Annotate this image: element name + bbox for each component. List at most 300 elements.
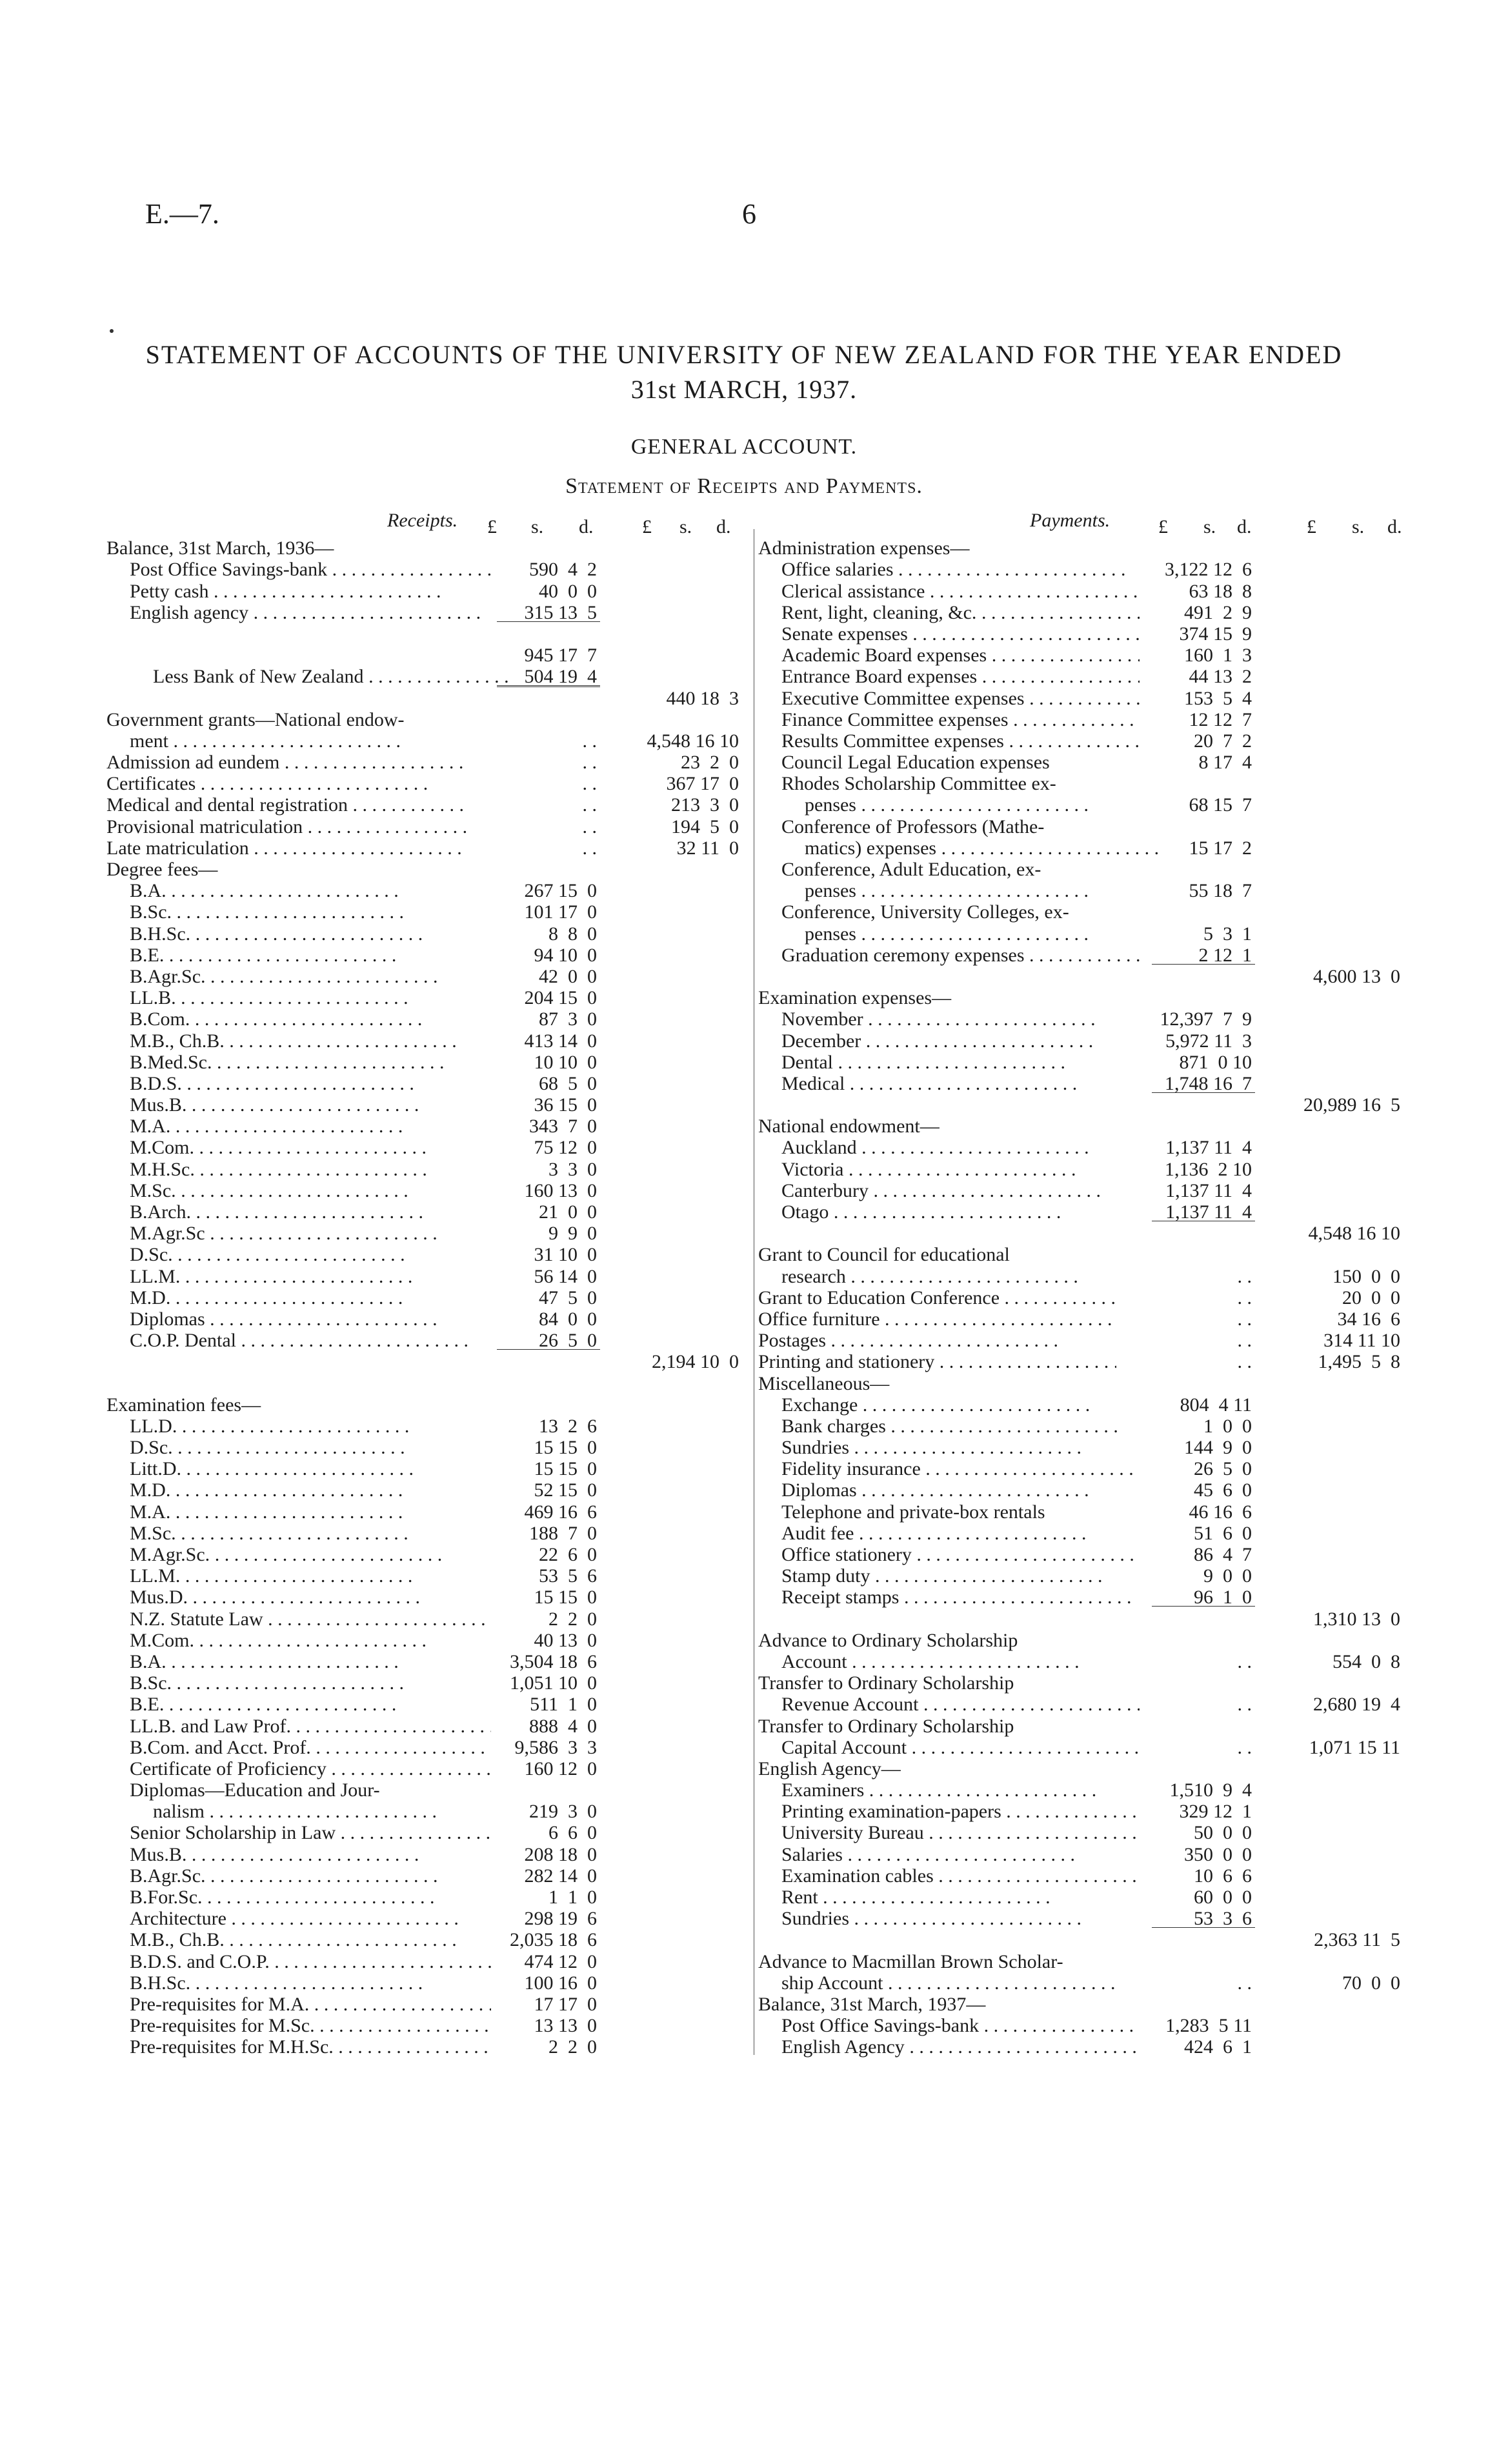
receipts-row [106, 752, 742, 773]
payments-row [758, 688, 1403, 709]
receipts-row-amount: 888 4 0 [529, 1715, 597, 1737]
payments-row-total: 20,989 16 5 [1303, 1094, 1400, 1116]
receipts-row-label: Certificate of Proficiency . . [106, 1758, 491, 1779]
payments-row-label: penses . . [758, 923, 1163, 945]
receipts-row-label: Petty cash . . [106, 581, 491, 602]
receipts-row [106, 1052, 742, 1073]
receipts-row-label: Mus.B. . . [106, 1844, 491, 1865]
receipts-row [106, 645, 742, 666]
payments-row-label: ship Account . . [758, 1972, 1140, 1994]
receipts-row-amount: 87 3 0 [539, 1008, 597, 1030]
payments-row-amount: . . [1237, 1351, 1252, 1373]
receipts-row [106, 537, 742, 559]
payments-row-label: Otago . . [758, 1201, 1140, 1223]
payments-row-label: Office salaries . . [758, 559, 1140, 580]
receipts-row-total: 440 18 3 [666, 687, 739, 709]
payments-row-label: Grant to Council for educational [758, 1244, 1010, 1266]
receipts-row [106, 559, 742, 580]
page-number: 6 [742, 198, 756, 230]
payments-row-label: Post Office Savings-bank . . [758, 2015, 1140, 2036]
receipts-row [106, 1758, 742, 1779]
receipts-row-label: D.Sc. . . [106, 1437, 491, 1458]
payments-row [758, 1630, 1403, 1651]
payments-row-amount: 2 12 1 [1198, 944, 1252, 966]
receipts-row-label: M.Agr.Sc. . . [106, 1544, 491, 1565]
shillings-header: s. [1203, 516, 1216, 537]
payments-row [758, 945, 1403, 966]
payments-row-amount: . . [1237, 1287, 1252, 1308]
payments-row-label: penses . . [758, 794, 1163, 816]
payments-row [758, 966, 1403, 987]
receipts-row [106, 1544, 742, 1565]
payments-row-total: 1,495 5 8 [1318, 1351, 1400, 1373]
receipts-row [106, 1565, 742, 1587]
payments-row [758, 666, 1403, 687]
payments-row-label: Rhodes Scholarship Committee ex- [781, 773, 1056, 795]
payments-row [758, 1266, 1403, 1287]
payments-row-total: 20 0 0 [1342, 1287, 1400, 1308]
payments-row [758, 2036, 1403, 2058]
payments-row [758, 1287, 1403, 1308]
margin-dot [110, 329, 114, 333]
receipts-row [106, 1266, 742, 1287]
receipts-row [106, 1844, 742, 1865]
total-rule [497, 686, 600, 687]
payments-row-amount: 160 1 3 [1184, 645, 1252, 666]
payments-row [758, 987, 1403, 1008]
payments-row-label: Graduation ceremony expenses . . [758, 945, 1140, 966]
payments-row [758, 1052, 1403, 1073]
receipts-row-label: B.Sc. . . [106, 901, 491, 923]
payments-row-label: University Bureau . . [758, 1822, 1140, 1843]
receipts-row [106, 1458, 742, 1479]
payments-row-label: Examination cables . . [758, 1865, 1140, 1887]
receipts-row-label: Post Office Savings-bank . . [106, 559, 491, 580]
receipts-row-amount: 204 15 0 [524, 987, 597, 1009]
receipts-row-amount: 100 16 0 [524, 1972, 597, 1994]
payments-row [758, 559, 1403, 580]
receipts-row [106, 1501, 742, 1523]
receipts-row-amount: 21 0 0 [539, 1201, 597, 1223]
pound-header: £ [642, 516, 652, 537]
payments-row-label: Dental . . [758, 1052, 1140, 1073]
payments-row-total: 34 16 6 [1337, 1308, 1400, 1330]
receipts-row-amount: 22 6 0 [539, 1544, 597, 1565]
payments-row-label: Miscellaneous— [758, 1372, 890, 1394]
receipts-row [106, 773, 742, 794]
receipts-row-label: Pre-requisites for M.A. . . [106, 1994, 491, 2015]
payments-row-amount: 1,137 11 4 [1165, 1137, 1252, 1159]
payments-row [758, 1737, 1403, 1758]
payments-row [758, 1479, 1403, 1501]
payments-row-total: 314 11 10 [1323, 1330, 1400, 1352]
receipts-row-amount: 9,586 3 3 [514, 1736, 597, 1758]
payments-row-amount: 1,510 9 4 [1169, 1779, 1252, 1801]
receipts-row [106, 1479, 742, 1501]
subtotal-rule [1152, 1092, 1255, 1093]
receipts-row-label: ment . . [106, 730, 491, 752]
payments-row-amount: 46 16 6 [1189, 1501, 1252, 1523]
receipts-row-amount: 47 5 0 [539, 1287, 597, 1308]
payments-row-label: Exchange . . [758, 1394, 1140, 1416]
payments-row-total: 1,310 13 0 [1313, 1608, 1400, 1630]
pence-header: d. [1237, 516, 1252, 537]
payments-row [758, 1373, 1403, 1394]
receipts-row-label: Admission ad eundem . . [106, 752, 468, 773]
payments-row-label: Finance Committee expenses . . [758, 709, 1140, 730]
receipts-row-label: N.Z. Statute Law . . [106, 1608, 491, 1630]
payments-row-label: Advance to Macmillan Brown Scholar- [758, 1950, 1063, 1972]
receipts-row [106, 1116, 742, 1137]
receipts-row-amount: 413 14 0 [524, 1030, 597, 1052]
receipts-row-amount: 3 3 0 [548, 1158, 597, 1180]
payments-row-label: Balance, 31st March, 1937— [758, 1993, 986, 2015]
pence-header: d. [1387, 516, 1402, 537]
payments-row-label: Printing and stationery . . [758, 1351, 1116, 1372]
receipts-row [106, 901, 742, 923]
receipts-row-amount: . . [582, 816, 597, 837]
receipts-row [106, 1672, 742, 1694]
payments-row [758, 1008, 1403, 1030]
payments-row-label: Conference, Adult Education, ex- [781, 859, 1041, 880]
receipts-row-amount: . . [582, 773, 597, 795]
payments-row-label: Conference, University Colleges, ex- [781, 901, 1069, 923]
receipts-row-label: M.Com. . . [106, 1137, 491, 1158]
receipts-row-label: B.Sc. . . [106, 1672, 491, 1694]
payments-row [758, 1801, 1403, 1822]
payments-row [758, 1565, 1403, 1587]
payments-row [758, 1716, 1403, 1737]
receipts-row-label: B.A. . . [106, 1651, 491, 1672]
receipts-row [106, 1201, 742, 1223]
payments-row [758, 859, 1403, 880]
receipts-heading: Receipts. [387, 510, 458, 531]
payments-row-amount: 491 2 9 [1184, 601, 1252, 623]
receipts-row-label: Balance, 31st March, 1936— [106, 537, 334, 559]
receipts-row-total: 4,548 16 10 [647, 730, 739, 752]
receipts-row-amount: 52 15 0 [534, 1479, 597, 1501]
receipts-row [106, 1094, 742, 1116]
payments-row-amount: 60 0 0 [1194, 1887, 1252, 1908]
receipts-row-amount: 40 13 0 [534, 1629, 597, 1651]
receipts-row-label: Senior Scholarship in Law . . [106, 1822, 491, 1843]
payments-row-label: Results Committee expenses . . [758, 730, 1140, 752]
receipts-row-amount: 42 0 0 [539, 965, 597, 987]
receipts-row-label: Mus.D. . . [106, 1587, 491, 1608]
payments-row-amount: 374 15 9 [1179, 623, 1252, 645]
payments-row [758, 1159, 1403, 1180]
payments-row-label: English Agency . . [758, 2036, 1140, 2058]
receipts-row [106, 1437, 742, 1458]
payments-row [758, 1223, 1403, 1244]
pound-header: £ [1158, 516, 1168, 537]
receipts-row [106, 1779, 742, 1801]
receipts-row-label: Examination fees— [106, 1394, 261, 1416]
payments-row-label: Postages . . [758, 1330, 1116, 1351]
subtotal-rule [1152, 1606, 1255, 1607]
payments-row [758, 1758, 1403, 1779]
receipts-row-amount: 26 5 0 [539, 1330, 597, 1352]
payments-row [758, 816, 1403, 837]
receipts-row-amount: 208 18 0 [524, 1843, 597, 1865]
payments-row [758, 1416, 1403, 1437]
payments-row [758, 1351, 1403, 1372]
receipts-row [106, 623, 742, 645]
payments-row-total: 4,548 16 10 [1308, 1223, 1400, 1245]
payments-row [758, 730, 1403, 752]
receipts-row [106, 794, 742, 816]
receipts-row [106, 880, 742, 901]
payments-row [758, 1244, 1403, 1265]
receipts-rows [106, 537, 742, 2058]
receipts-row-label: B.D.S. and C.O.P. . . [106, 1951, 491, 1972]
payments-row-label: Office furniture . . [758, 1308, 1116, 1330]
receipts-row-amount: 1 1 0 [548, 1887, 597, 1908]
payments-row-label: Printing examination-papers . . [758, 1801, 1140, 1822]
receipts-row-amount: 101 17 0 [524, 901, 597, 923]
payments-rows [758, 537, 1403, 2058]
payments-row-label: English Agency— [758, 1758, 901, 1779]
receipts-row [106, 1908, 742, 1929]
receipts-row-label: M.A. . . [106, 1501, 491, 1523]
receipts-row-label: B.Com. and Acct. Prof. . . [106, 1737, 491, 1758]
receipts-row [106, 2036, 742, 2058]
receipts-row [106, 1373, 742, 1394]
receipts-row-label: D.Sc. . . [106, 1244, 491, 1265]
receipts-row [106, 1244, 742, 1265]
receipts-row-total: 194 5 0 [671, 816, 739, 837]
receipts-row-amount: 15 15 0 [534, 1437, 597, 1459]
payments-row-label: November . . [758, 1008, 1140, 1030]
receipts-row-amount: 2 2 0 [548, 1608, 597, 1630]
receipts-row [106, 1587, 742, 1608]
receipts-row-amount: 474 12 0 [524, 1950, 597, 1972]
pence-header: d. [716, 516, 731, 537]
payments-row [758, 1073, 1403, 1094]
receipts-row [106, 1180, 742, 1201]
subtotal-rule [497, 621, 600, 622]
receipts-row-label: B.Agr.Sc. . . [106, 1865, 491, 1887]
payments-row-label: Entrance Board expenses . . [758, 666, 1140, 687]
pence-header: d. [579, 516, 594, 537]
receipts-row [106, 1008, 742, 1030]
statement-title: STATEMENT OF ACCOUNTS OF THE UNIVERSITY OF NEW ZEALAND FOR THE YEAR ENDED [145, 340, 1343, 369]
receipts-row-label: Diplomas—Education and Jour- [130, 1779, 380, 1801]
receipts-row-amount: 31 10 0 [534, 1244, 597, 1266]
payments-row [758, 1694, 1403, 1715]
payments-row [758, 1544, 1403, 1565]
receipts-row-label: B.Com. . . [106, 1008, 491, 1030]
payments-row-label: Account . . [758, 1651, 1140, 1672]
receipts-row-label: Late matriculation . . [106, 837, 468, 859]
receipts-row [106, 709, 742, 730]
payments-row-label: Salaries . . [758, 1844, 1140, 1865]
payments-row-amount: 20 7 2 [1194, 730, 1252, 752]
payments-row [758, 1180, 1403, 1201]
receipts-row [106, 1159, 742, 1180]
receipts-row-amount: 504 19 4 [524, 666, 597, 688]
receipts-row-label: LL.B. and Law Prof. . . [106, 1716, 491, 1737]
receipts-row [106, 1994, 742, 2015]
receipts-row-label: LL.M. . . [106, 1565, 491, 1587]
receipts-row-label: B.For.Sc. . . [106, 1887, 491, 1908]
receipts-row-amount: 298 19 6 [524, 1908, 597, 1930]
payments-row-label: Rent, light, cleaning, &c. . . [758, 602, 1140, 623]
payments-row-amount: 51 6 0 [1194, 1522, 1252, 1544]
receipts-row-amount: . . [582, 837, 597, 859]
receipts-row [106, 2015, 742, 2036]
payments-row [758, 1201, 1403, 1223]
receipts-row-label: B.A. . . [106, 880, 491, 901]
payments-row-label: Medical . . [758, 1073, 1140, 1094]
receipts-row [106, 1716, 742, 1737]
payments-row [758, 752, 1403, 773]
payments-row-label: Office stationery . . [758, 1544, 1140, 1565]
receipts-row-amount: 160 13 0 [524, 1179, 597, 1201]
receipts-row [106, 1308, 742, 1330]
receipts-row-amount: 13 2 6 [539, 1415, 597, 1437]
payments-row [758, 1394, 1403, 1416]
payments-row-label: penses . . [758, 880, 1163, 901]
receipts-row-label: B.Arch. . . [106, 1201, 491, 1223]
payments-row-label: Council Legal Education expenses [781, 752, 1050, 774]
payments-row [758, 1116, 1403, 1137]
receipts-row-label: Less Bank of New Zealand . . [106, 666, 514, 687]
receipts-row-amount: 945 17 7 [524, 645, 597, 666]
receipts-row-amount: 56 14 0 [534, 1265, 597, 1287]
receipts-row-label: B.H.Sc. . . [106, 1972, 491, 1994]
receipts-row-label: B.E. . . [106, 1694, 491, 1715]
receipts-row-amount: 68 5 0 [539, 1072, 597, 1094]
payments-row [758, 773, 1403, 794]
payments-row-label: Senate expenses . . [758, 623, 1140, 645]
receipts-row [106, 1030, 742, 1052]
payments-row-label: Advance to Ordinary Scholarship [758, 1629, 1018, 1651]
receipts-row-label: B.Med.Sc. . . [106, 1052, 491, 1073]
receipts-row [106, 1608, 742, 1630]
payments-row-amount: 1,137 11 4 [1165, 1179, 1252, 1201]
receipts-row [106, 730, 742, 752]
receipts-row-label: M.B., Ch.B. . . [106, 1929, 491, 1950]
receipts-row [106, 1737, 742, 1758]
receipts-row [106, 923, 742, 945]
payments-heading: Payments. [1030, 510, 1111, 531]
receipts-row-amount: 6 6 0 [548, 1822, 597, 1844]
receipts-row-amount: . . [582, 730, 597, 752]
receipts-row-amount: 219 3 0 [529, 1801, 597, 1823]
receipts-row [106, 602, 742, 623]
payments-row [758, 1908, 1403, 1929]
payments-row-label: Rent . . [758, 1887, 1140, 1908]
receipts-row-amount: 10 10 0 [534, 1051, 597, 1073]
payments-row [758, 1608, 1403, 1630]
receipts-row [106, 1137, 742, 1158]
receipts-row [106, 1351, 742, 1372]
payments-row-amount: 50 0 0 [1194, 1822, 1252, 1844]
receipts-row [106, 966, 742, 987]
payments-row-amount: . . [1237, 1650, 1252, 1672]
payments-row [758, 645, 1403, 666]
receipts-row [106, 1865, 742, 1887]
receipts-row-amount: 13 13 0 [534, 2015, 597, 2037]
receipts-row-amount: . . [582, 794, 597, 816]
receipts-column [106, 516, 742, 2058]
payments-row [758, 1437, 1403, 1458]
payments-row-amount: 144 9 0 [1184, 1437, 1252, 1459]
receipts-row-amount: . . [582, 752, 597, 774]
payments-row-amount: 804 4 11 [1180, 1394, 1252, 1416]
receipts-row-amount: 94 10 0 [534, 944, 597, 966]
payments-row-label: Revenue Account . . [758, 1694, 1140, 1715]
payments-row-amount: 1,136 2 10 [1165, 1158, 1252, 1180]
receipts-row [106, 1929, 742, 1950]
receipts-row [106, 1394, 742, 1416]
receipts-row-label: M.Sc. . . [106, 1523, 491, 1544]
payments-row [758, 623, 1403, 645]
payments-row-amount: 3,122 12 6 [1165, 559, 1252, 581]
receipts-row-amount: 75 12 0 [534, 1137, 597, 1159]
payments-row-label: Auckland . . [758, 1137, 1140, 1158]
payments-row-label: Administration expenses— [758, 537, 970, 559]
payments-row [758, 581, 1403, 602]
payments-row [758, 923, 1403, 945]
payments-row-amount: . . [1237, 1972, 1252, 1994]
receipts-currency-header [106, 516, 742, 537]
receipts-row-label: M.A. . . [106, 1116, 491, 1137]
receipts-row-label: B.Agr.Sc. . . [106, 966, 491, 987]
payments-currency-header [758, 516, 1403, 537]
payments-row-total: 150 0 0 [1332, 1265, 1400, 1287]
payments-row-amount: 53 3 6 [1194, 1908, 1252, 1930]
receipts-row [106, 1694, 742, 1715]
receipts-row-amount: 343 7 0 [529, 1116, 597, 1137]
payments-row-label: Receipt stamps . . [758, 1587, 1140, 1608]
payments-row-total: 70 0 0 [1342, 1972, 1400, 1994]
payments-row [758, 1030, 1403, 1052]
receipts-row [106, 1073, 742, 1094]
receipts-row [106, 1887, 742, 1908]
receipts-row-amount: 8 8 0 [548, 923, 597, 945]
receipts-row-amount: 17 17 0 [534, 1993, 597, 2015]
document-reference: E.—7. [145, 198, 219, 230]
receipts-row-label: LL.M. . . [106, 1266, 491, 1287]
payments-row-label: Examiners . . [758, 1779, 1140, 1801]
payments-row-amount: 10 6 6 [1194, 1865, 1252, 1887]
receipts-row [106, 1651, 742, 1672]
payments-row [758, 1523, 1403, 1544]
payments-row [758, 1308, 1403, 1330]
payments-row-label: research . . [758, 1266, 1140, 1287]
payments-row-amount: . . [1237, 1265, 1252, 1287]
payments-row [758, 794, 1403, 816]
receipts-row [106, 1287, 742, 1308]
payments-row-amount: 1,137 11 4 [1165, 1201, 1252, 1223]
receipts-row-amount: 267 15 0 [524, 880, 597, 902]
receipts-row [106, 816, 742, 837]
receipts-row [106, 1951, 742, 1972]
receipts-row-amount: 9 9 0 [548, 1223, 597, 1245]
payments-row-amount: 15 17 2 [1189, 837, 1252, 859]
receipts-row-amount: 40 0 0 [539, 580, 597, 602]
receipts-row-label: M.Sc. . . [106, 1180, 491, 1201]
payments-row-label: matics) expenses . . [758, 837, 1163, 859]
receipts-row-amount: 2,035 18 6 [510, 1929, 597, 1951]
payments-row [758, 880, 1403, 901]
receipts-row-amount: 1,051 10 0 [510, 1672, 597, 1694]
receipts-row-amount: 469 16 6 [524, 1501, 597, 1523]
receipts-row [106, 1223, 742, 1244]
subtotal-rule [497, 1349, 600, 1350]
